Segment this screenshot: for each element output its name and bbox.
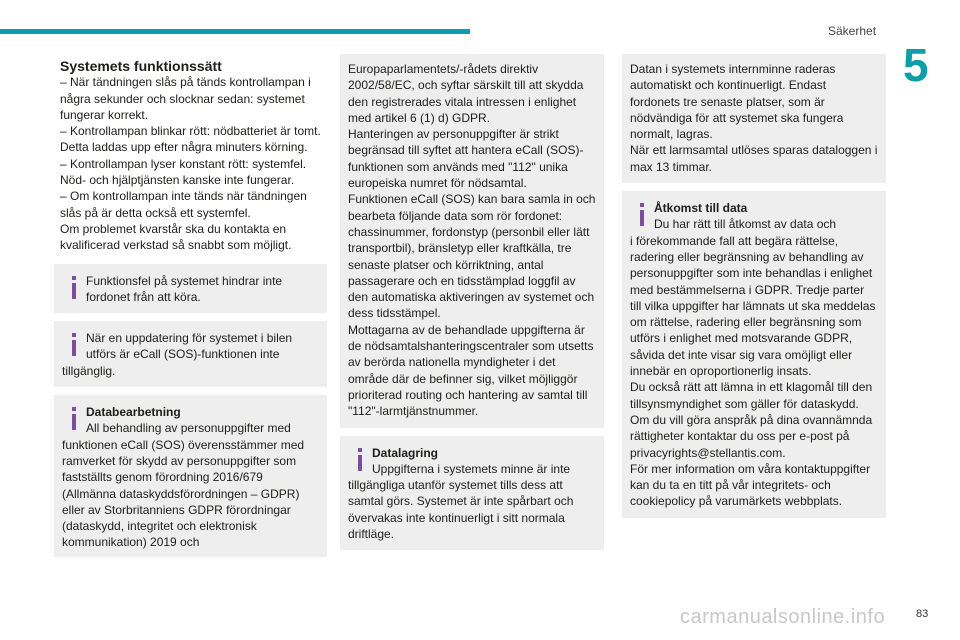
info-i-icon [63, 405, 85, 433]
info-continued-box [622, 54, 886, 183]
paragraph: – Kontrollampan blinkar rött: nödbatteriet är tomt. Detta laddas upp efter några minuters körning. [60, 124, 321, 155]
paragraph: – När tändningen slås på tänds kontrollampan i några sekunder och slocknar sedan: systemet fungerar korrekt. [60, 75, 311, 122]
info-text: fordonet från att köra. [86, 289, 201, 304]
info-box [622, 191, 886, 518]
info-text: Du också rätt att lämna in ett klagomål till den tillsynsmyndighet som gäller för dataskydd. [630, 380, 873, 411]
info-text: När en uppdatering för systemet i bilen [86, 331, 293, 346]
section-title: Säkerhet [828, 24, 877, 38]
info-box [54, 264, 327, 314]
section-heading: Systemets funktionssätt [60, 58, 222, 74]
info-text: Funktionsfel på systemet hindrar inte [86, 273, 283, 288]
info-title: Åtkomst till data [654, 201, 748, 216]
info-text: Om du vill göra anspråk på dina ovannämnda rättigheter kontaktar du oss per e-post på privacyrights@stellantis.com. [630, 412, 873, 460]
info-title: Databearbetning [86, 405, 181, 420]
body-text [60, 74, 321, 253]
paragraph: När ett larmsamtal utlöses sparas dataloggen i max 13 timmar. [630, 143, 878, 174]
column-3 [622, 54, 886, 526]
info-text: Du har rätt till åtkomst av data och [654, 217, 837, 232]
page-number: 83 [916, 608, 929, 620]
info-i-icon [63, 274, 85, 302]
paragraph: Funktionen eCall (SOS) kan bara samla in och bearbeta följande data som rör fordonet: chassinummer, fordonstyp (personbil eller lätt transportbil), bränsletyp eller kraftkälla, tre senaste platser och körriktning, antal passagerare och en tidsstämplad loggfil av den automatiska aktiveringen av systemet och dess tidsstämpel. [348, 192, 596, 321]
info-text: tillgänglig. [62, 363, 116, 378]
info-text: All behandling av personuppgifter med [86, 421, 291, 436]
info-text: Uppgifterna i systemets minne är inte [372, 461, 571, 476]
info-title: Datalagring [372, 445, 439, 460]
continued-box [340, 54, 604, 428]
paragraph: Om problemet kvarstår ska du kontakta en kvalificerad verkstad så snabbt som möjligt. [60, 221, 292, 253]
column-2 [340, 54, 604, 558]
info-box [54, 395, 327, 557]
paragraph: – Kontrollampan lyser konstant rött: systemfel. Nöd- och hjälptjänsten kanske inte fungerar. [60, 156, 307, 188]
column-1 [60, 58, 321, 565]
info-i-icon [631, 201, 653, 229]
paragraph: Hanteringen av personuppgifter är strikt begränsad till syftet att hantera eCall (SOS)-funktionen som används med "112" unika europeiska numret för nödsamtal. [348, 127, 584, 191]
info-text: utförs är eCall (SOS)-funktionen inte [86, 347, 280, 362]
info-i-icon [349, 446, 371, 474]
info-text: tillgängliga utanför systemet tills dess att samtal görs. Systemet är inte spårbart och övervakas inte kontinuerligt i sitt normala driftläge. [348, 478, 574, 542]
info-i-icon [63, 331, 85, 359]
paragraph: – Om kontrollampan inte tänds när tändningen slås på är detta också ett systemfel. [60, 189, 307, 220]
paragraph: Europaparlamentets/-rådets direktiv 2002/58/EC, och syftar särskilt till att skydda den registrerades vitala intressen i enlighet med artikel 6 (1) d) GDPR. [348, 62, 584, 125]
watermark: carmanualsonline.info [680, 606, 886, 628]
info-text: funktionen eCall (SOS) överensstämmer med ramverket för skydd av personuppgifter som fastställts genom förordning 2016/679 (Allmänna dataskyddsförordningen – GDPR) eller av Storbritanniens GDPR förordningar (dataskydd, integritet och elektronisk kommunikation) 2019 och [62, 437, 305, 550]
info-text: i förekommande fall att begära rättelse, radering eller begränsning av behandling av personuppgifter som inte behandlas i enlighet med bestämmelserna i GDPR. Tredje parter till vilka uppgifter har lämnats ut ska meddelas om rättelse, radering eller begränsning som utförs i enlighet med motsvarande GDPR, såvida det inte visar sig vara omöjligt eller innebär en oproportionerlig insats. [630, 233, 876, 379]
header-accent-bar [0, 29, 470, 34]
chapter-number: 5 [903, 39, 929, 91]
info-box [340, 436, 604, 551]
info-text: För mer information om våra kontaktuppgifter kan du ta en titt på vår integritets- och cookiepolicy på varumärkets webbplats. [630, 461, 871, 509]
info-box [54, 321, 327, 387]
paragraph: Mottagarna av de behandlade uppgifterna är de nödsamtalshanteringscentraler som utsetts av berörda nationella myndigheter i det område där de befinner sig, vilket möjliggör prioriterad routing och hantering av samtal till "112"-larmtjänstnummer. [348, 322, 594, 419]
paragraph: Datan i systemets internminne raderas automatiskt och kontinuerligt. Endast fordonets tre senaste platser, som är nödvändiga för att systemet ska fungera normalt, lagras. [630, 62, 844, 142]
